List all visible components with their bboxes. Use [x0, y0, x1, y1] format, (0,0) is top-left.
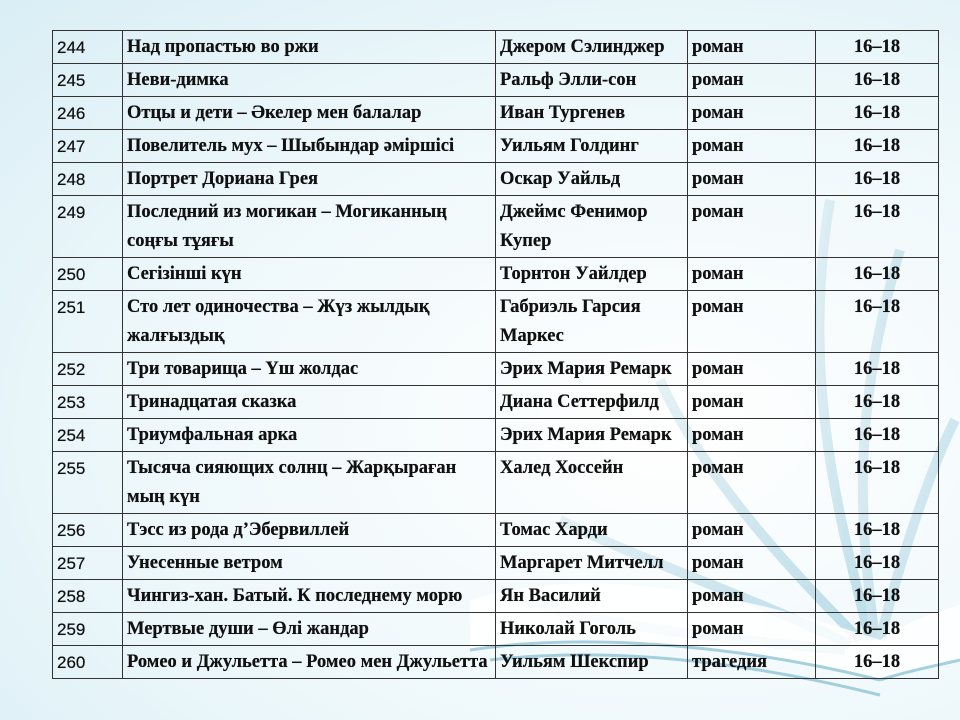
- table-row: [53, 31, 939, 64]
- row-number-cell: 252: [53, 353, 123, 386]
- age-range-cell: 16–18: [816, 196, 939, 258]
- table-row: [53, 291, 939, 353]
- table-row: [53, 452, 939, 514]
- genre-cell: роман: [688, 291, 816, 353]
- author-cell: Джером Сэлинджер: [496, 31, 688, 64]
- genre-cell: роман: [688, 31, 816, 64]
- table-row: [53, 130, 939, 163]
- genre-cell: роман: [688, 163, 816, 196]
- author-cell: Ральф Элли-сон: [496, 64, 688, 97]
- row-number-cell: 249: [53, 196, 123, 258]
- genre-cell: роман: [688, 613, 816, 646]
- author-cell: Ян Василий: [496, 580, 688, 613]
- genre-cell: роман: [688, 258, 816, 291]
- author-cell: Диана Сеттерфилд: [496, 386, 688, 419]
- row-number-cell: 259: [53, 613, 123, 646]
- genre-cell: роман: [688, 419, 816, 452]
- author-cell: Маргарет Митчелл: [496, 547, 688, 580]
- genre-cell: трагедия: [688, 646, 816, 679]
- genre-cell: роман: [688, 386, 816, 419]
- genre-cell: роман: [688, 97, 816, 130]
- age-range-cell: 16–18: [816, 130, 939, 163]
- author-cell: Николай Гоголь: [496, 613, 688, 646]
- table-row: [53, 97, 939, 130]
- book-title-cell: Ромео и Джульетта – Ромео мен Джульетта: [123, 646, 496, 679]
- table-row: [53, 547, 939, 580]
- book-title-cell: Сто лет одиночества – Жүз жылдық жалғыздық: [123, 291, 496, 353]
- table-row: [53, 419, 939, 452]
- table-row: [53, 163, 939, 196]
- row-number-cell: 247: [53, 130, 123, 163]
- book-title-cell: Над пропастью во ржи: [123, 31, 496, 64]
- table-row: [53, 353, 939, 386]
- book-list-body: [53, 31, 939, 679]
- author-cell: Торнтон Уайлдер: [496, 258, 688, 291]
- book-title-cell: Повелитель мух – Шыбындар әміршісі: [123, 130, 496, 163]
- row-number-cell: 248: [53, 163, 123, 196]
- age-range-cell: 16–18: [816, 97, 939, 130]
- book-list-table-container: [52, 30, 938, 679]
- genre-cell: роман: [688, 353, 816, 386]
- table-row: [53, 386, 939, 419]
- table-row: [53, 196, 939, 258]
- table-row: [53, 613, 939, 646]
- age-range-cell: 16–18: [816, 514, 939, 547]
- age-range-cell: 16–18: [816, 353, 939, 386]
- book-title-cell: Последний из могикан – Могиканның соңғы тұяғы: [123, 196, 496, 258]
- age-range-cell: 16–18: [816, 547, 939, 580]
- row-number-cell: 256: [53, 514, 123, 547]
- age-range-cell: 16–18: [816, 64, 939, 97]
- author-cell: Уильям Голдинг: [496, 130, 688, 163]
- genre-cell: роман: [688, 580, 816, 613]
- age-range-cell: 16–18: [816, 419, 939, 452]
- row-number-cell: 253: [53, 386, 123, 419]
- book-title-cell: Унесенные ветром: [123, 547, 496, 580]
- row-number-cell: 255: [53, 452, 123, 514]
- genre-cell: роман: [688, 452, 816, 514]
- book-title-cell: Неви-димка: [123, 64, 496, 97]
- age-range-cell: 16–18: [816, 646, 939, 679]
- author-cell: Оскар Уайльд: [496, 163, 688, 196]
- author-cell: Томас Харди: [496, 514, 688, 547]
- age-range-cell: 16–18: [816, 613, 939, 646]
- row-number-cell: 257: [53, 547, 123, 580]
- book-title-cell: Три товарища – Үш жолдас: [123, 353, 496, 386]
- age-range-cell: 16–18: [816, 452, 939, 514]
- book-title-cell: Тринадцатая сказка: [123, 386, 496, 419]
- age-range-cell: 16–18: [816, 580, 939, 613]
- table-row: [53, 514, 939, 547]
- author-cell: Габриэль Гарсия Маркес: [496, 291, 688, 353]
- book-list-table: [52, 30, 939, 679]
- author-cell: Джеймс Фенимор Купер: [496, 196, 688, 258]
- row-number-cell: 258: [53, 580, 123, 613]
- author-cell: Халед Хоссейн: [496, 452, 688, 514]
- age-range-cell: 16–18: [816, 31, 939, 64]
- row-number-cell: 260: [53, 646, 123, 679]
- row-number-cell: 251: [53, 291, 123, 353]
- age-range-cell: 16–18: [816, 163, 939, 196]
- author-cell: Уильям Шекспир: [496, 646, 688, 679]
- book-title-cell: Чингиз-хан. Батый. К последнему морю: [123, 580, 496, 613]
- genre-cell: роман: [688, 130, 816, 163]
- table-row: [53, 258, 939, 291]
- table-row: [53, 64, 939, 97]
- row-number-cell: 250: [53, 258, 123, 291]
- book-title-cell: Мертвые души – Өлі жандар: [123, 613, 496, 646]
- genre-cell: роман: [688, 514, 816, 547]
- row-number-cell: 244: [53, 31, 123, 64]
- table-row: [53, 580, 939, 613]
- author-cell: Эрих Мария Ремарк: [496, 353, 688, 386]
- book-title-cell: Триумфальная арка: [123, 419, 496, 452]
- genre-cell: роман: [688, 196, 816, 258]
- age-range-cell: 16–18: [816, 386, 939, 419]
- book-title-cell: Отцы и дети – Әкелер мен балалар: [123, 97, 496, 130]
- book-title-cell: Сегізінші күн: [123, 258, 496, 291]
- row-number-cell: 245: [53, 64, 123, 97]
- age-range-cell: 16–18: [816, 291, 939, 353]
- row-number-cell: 246: [53, 97, 123, 130]
- row-number-cell: 254: [53, 419, 123, 452]
- book-title-cell: Тэсс из рода д’Эбервиллей: [123, 514, 496, 547]
- book-title-cell: Портрет Дориана Грея: [123, 163, 496, 196]
- age-range-cell: 16–18: [816, 258, 939, 291]
- genre-cell: роман: [688, 547, 816, 580]
- author-cell: Эрих Мария Ремарк: [496, 419, 688, 452]
- table-row: [53, 646, 939, 679]
- book-title-cell: Тысяча сияющих солнц – Жарқыраған мың күн: [123, 452, 496, 514]
- genre-cell: роман: [688, 64, 816, 97]
- author-cell: Иван Тургенев: [496, 97, 688, 130]
